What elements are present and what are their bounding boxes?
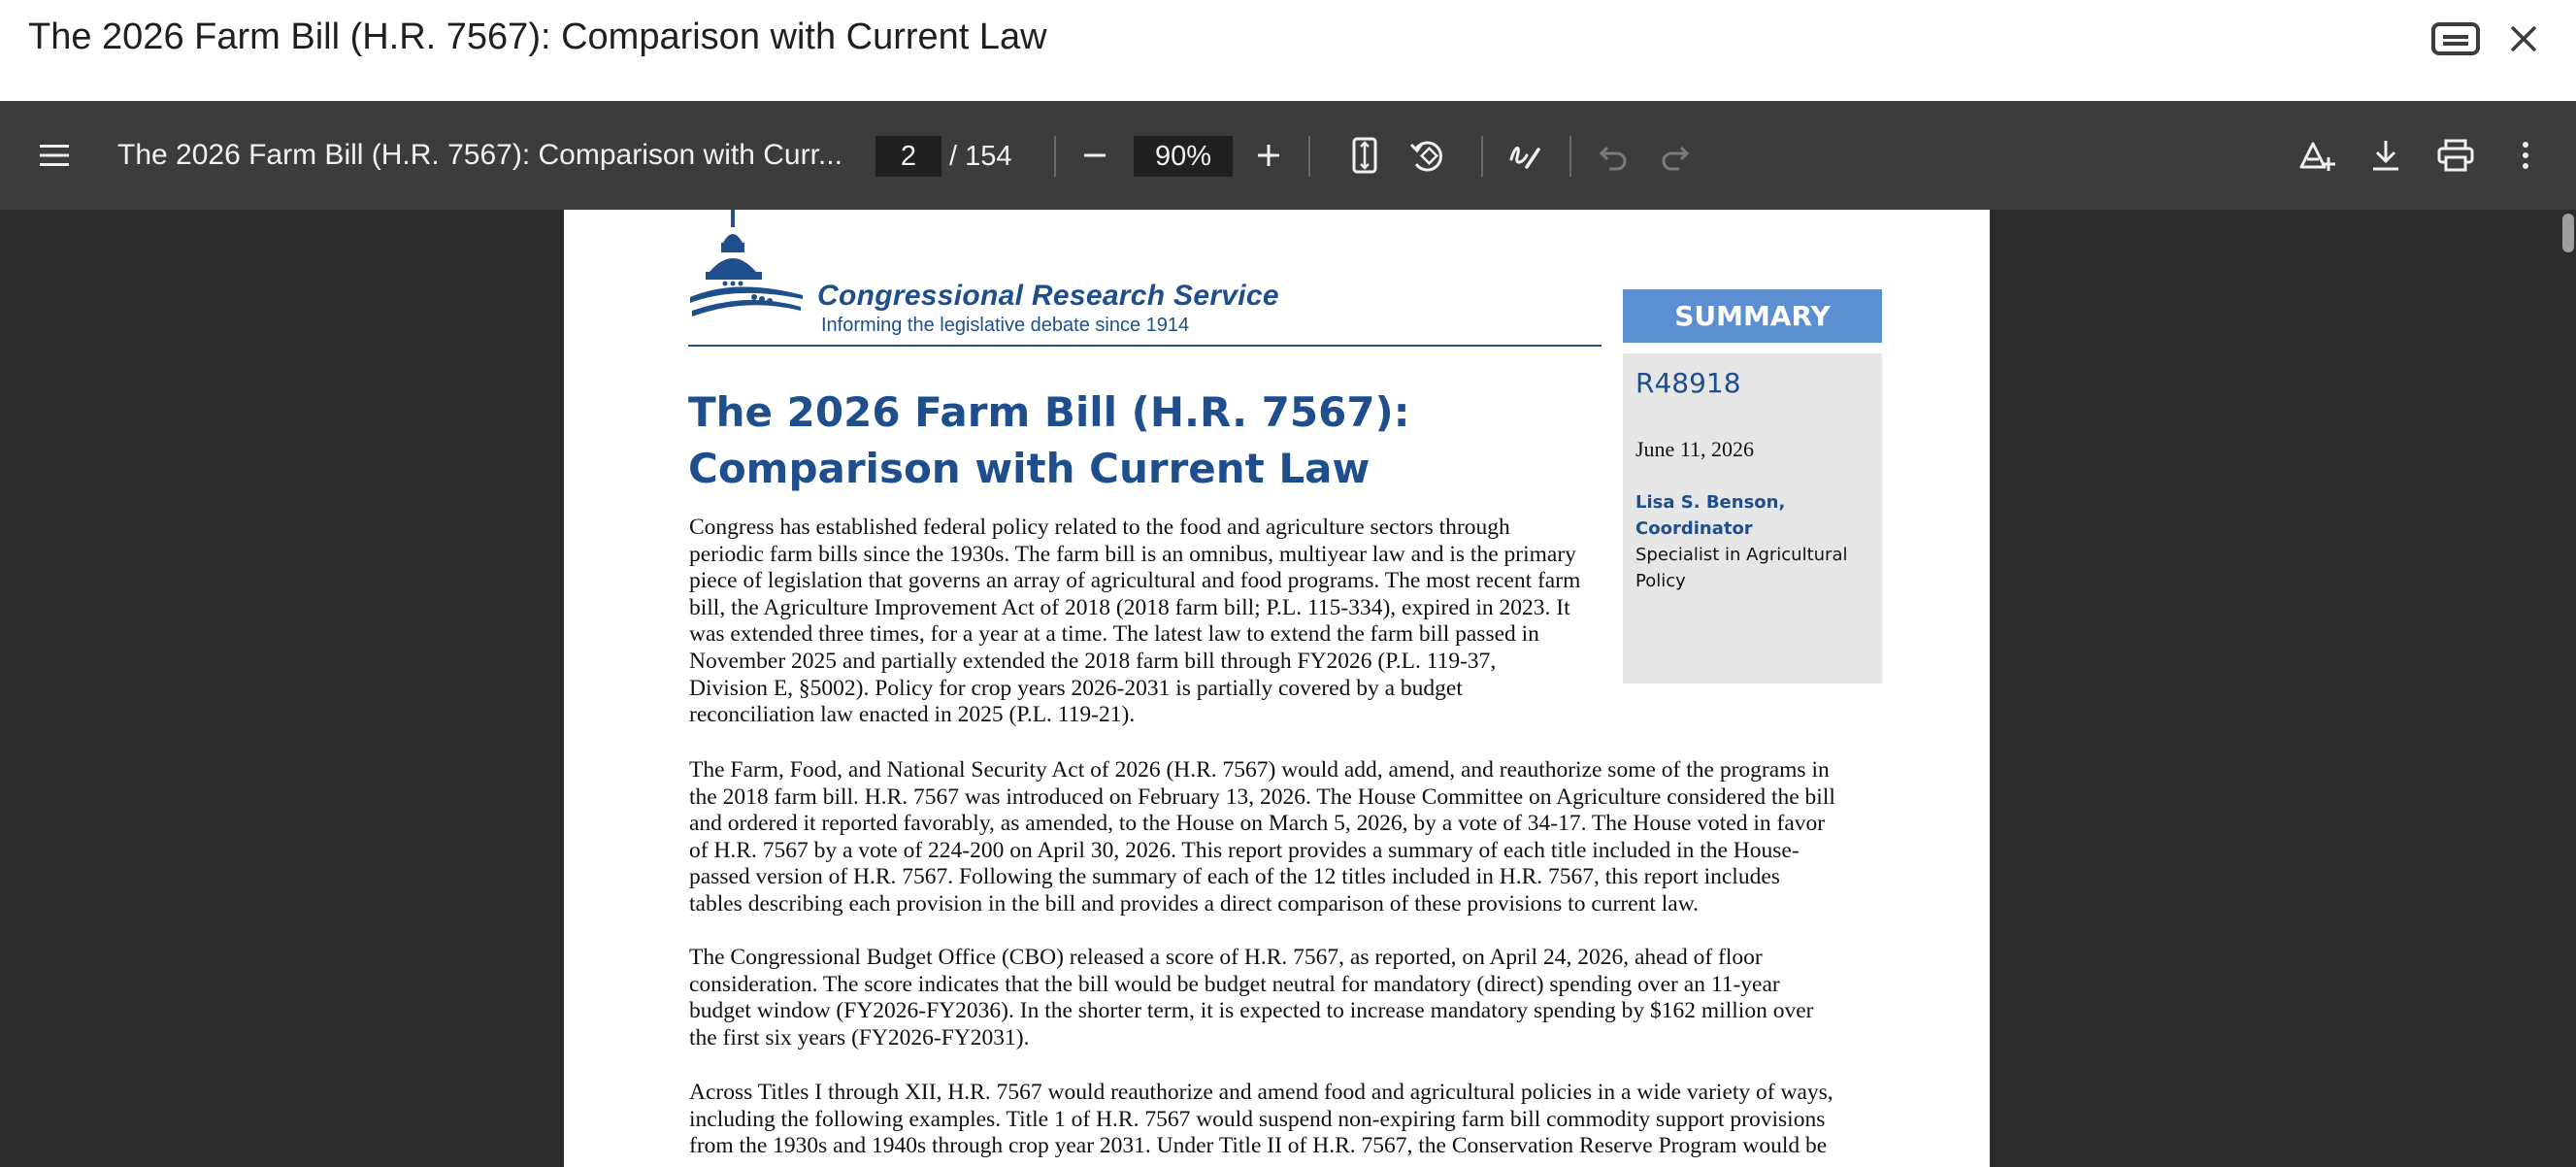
print-button[interactable] [2428, 128, 2483, 183]
draw-button[interactable] [1498, 128, 1552, 183]
more-options-button[interactable] [2498, 128, 2553, 183]
organization-name: Congressional Research Service [817, 280, 1279, 312]
window-title: The 2026 Farm Bill (H.R. 7567): Comparison with Current Law [28, 17, 1047, 57]
vertical-scrollbar[interactable] [2559, 210, 2576, 1167]
scrollbar-thumb[interactable] [2562, 214, 2574, 252]
crs-logo [688, 210, 809, 336]
author-name [1635, 489, 1785, 542]
text-line: from the 1930s and 1940s through crop year 2031. Under Title II of H.R. 7567, the Conservation Reserve Program would be [689, 1133, 1828, 1159]
text-line: Congress has established federal policy related to the food and agriculture sectors through [689, 515, 1510, 540]
author-role [1635, 542, 1848, 594]
report-id: R48918 [1635, 367, 1741, 399]
text-line: tables describing each provision in the bill and provides a direct comparison of these provisions to current law. [689, 890, 1700, 917]
download-icon [2370, 139, 2401, 172]
author-line: Coordinator [1635, 518, 1753, 539]
text-line: was extended three times, for a year at a time. The latest law to extend the farm bill passed in [689, 621, 1539, 648]
text-line: Across Titles I through XII, H.R. 7567 would reauthorize and amend food and agricultural policies in a wide variety of ways, [689, 1080, 1833, 1105]
author-line: Lisa S. Benson, [1635, 492, 1786, 513]
text-line: and ordered it reported favorably, as amended, to the House on March 5, 2026, by a vote of 34-17. The House voted in favor [689, 811, 1826, 837]
page-number-input[interactable]: 2 [875, 136, 941, 177]
toolbar-divider [1054, 136, 1056, 177]
undo-icon [1598, 140, 1629, 171]
window-titlebar [0, 0, 2576, 101]
captions-button[interactable] [2427, 17, 2485, 60]
add-annotation-button[interactable] [2290, 128, 2344, 183]
text-line: passed version of H.R. 7567. Following the summary of each of the 12 titles included in H.R. 7567, this report includes [689, 864, 1780, 890]
draw-icon [1507, 138, 1542, 173]
letterhead-divider [688, 345, 1602, 347]
more-vertical-icon [2521, 141, 2530, 170]
text-line: periodic farm bills since the 1930s. The farm bill is an omnibus, multiyear law and is the primary [689, 541, 1576, 567]
minus-icon [1082, 143, 1107, 168]
pdf-viewer[interactable] [0, 210, 2576, 1167]
page-total: / 154 [949, 141, 1012, 172]
text-line: the 2018 farm bill. H.R. 7567 was introduced on February 13, 2026. The House Committee on Agriculture considered the bill [689, 784, 1835, 810]
report-date: June 11, 2026 [1635, 437, 1755, 461]
text-line: budget window (FY2026-FY2036). In the shorter term, it is expected to increase mandatory spending by $162 million over [689, 998, 1814, 1024]
report-title [688, 384, 1410, 497]
author-role-line: Policy [1635, 571, 1686, 591]
toolbar-divider [1308, 136, 1310, 177]
captions-icon [2430, 21, 2481, 56]
zoom-out-button[interactable] [1068, 128, 1122, 183]
close-button[interactable] [2494, 17, 2553, 60]
fit-page-icon [1351, 137, 1378, 174]
organization-tagline: Informing the legislative debate since 1914 [821, 315, 1190, 336]
document-title: The 2026 Farm Bill (H.R. 7567): Comparison with Curr... [117, 139, 842, 171]
pdf-toolbar [0, 101, 2576, 210]
report-title-line: The 2026 Farm Bill (H.R. 7567): [688, 388, 1410, 436]
text-line: Division E, §5002). Policy for crop years 2026-2031 is partially covered by a budget [689, 675, 1463, 701]
undo-button[interactable] [1586, 128, 1640, 183]
add-annotation-icon [2297, 138, 2336, 173]
text-line: The Congressional Budget Office (CBO) released a score of H.R. 7567, as reported, on April 24, 2026, ahead of floor [689, 945, 1763, 970]
text-line: November 2025 and partially extended the 2018 farm bill through FY2026 (P.L. 119-37, [689, 648, 1497, 674]
rotate-button[interactable] [1400, 128, 1454, 183]
text-line: consideration. The score indicates that the bill would be budget neutral for mandatory (direct) spending over an 11-year [689, 971, 1780, 997]
text-line: reconciliation law enacted in 2025 (P.L. 119-21). [689, 702, 1136, 728]
redo-icon [1660, 140, 1691, 171]
summary-sidebar [1623, 353, 1882, 684]
toolbar-divider [1481, 136, 1483, 177]
text-line: The Farm, Food, and National Security Act of 2026 (H.R. 7567) would add, amend, and reauthorize some of the programs in [689, 757, 1830, 783]
toolbar-divider [1569, 136, 1571, 177]
plus-icon [1256, 143, 1281, 168]
zoom-level[interactable]: 90% [1134, 136, 1233, 177]
author-role-line: Specialist in Agricultural [1635, 545, 1848, 565]
menu-button[interactable] [27, 128, 82, 183]
text-line: the first six years (FY2026-FY2031). [689, 1024, 1030, 1050]
rotate-icon [1408, 137, 1445, 174]
zoom-in-button[interactable] [1241, 128, 1296, 183]
redo-button[interactable] [1648, 128, 1702, 183]
text-line: of H.R. 7567 by a vote of 224-200 on April 30, 2026. This report provides a summary of each title included in the House- [689, 837, 1800, 863]
body-paragraph [689, 757, 1835, 918]
report-title-line: Comparison with Current Law [688, 445, 1371, 492]
download-button[interactable] [2359, 128, 2413, 183]
close-icon [2509, 24, 2538, 53]
summary-label: SUMMARY [1623, 289, 1882, 343]
print-icon [2437, 139, 2474, 172]
menu-icon [38, 143, 71, 168]
text-line: piece of legislation that governs an array of agricultural and food programs. The most recent farm [689, 568, 1581, 594]
body-paragraph [689, 515, 1580, 729]
pdf-page [564, 210, 1990, 1167]
fit-page-button[interactable] [1338, 128, 1392, 183]
text-line: bill, the Agriculture Improvement Act of 2018 (2018 farm bill; P.L. 115-334), expired in 2023. It [689, 594, 1570, 620]
text-line: including the following examples. Title 1 of H.R. 7567 would suspend non-expiring farm bill commodity support provisions [689, 1106, 1826, 1132]
body-paragraph [689, 1080, 1833, 1160]
body-paragraph [689, 945, 1813, 1051]
